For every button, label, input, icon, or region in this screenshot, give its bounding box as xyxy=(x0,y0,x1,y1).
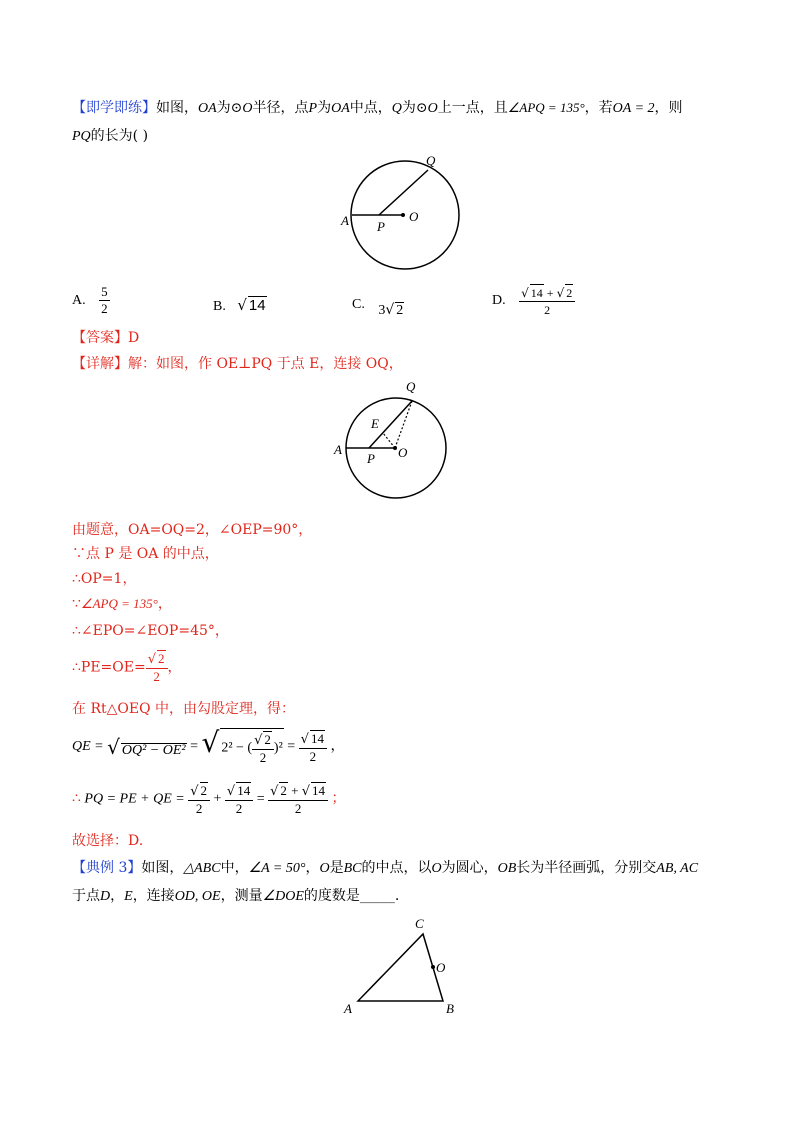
circle-figure-1 xyxy=(335,150,475,275)
step-3: ∴OP=1， xyxy=(72,571,137,587)
center-point xyxy=(401,213,405,217)
step-5: ∴∠EPO=∠EOP=45°， xyxy=(72,623,229,639)
answer-blank: _____ xyxy=(359,888,395,904)
segment-oq-dashed xyxy=(395,401,412,448)
answer-line xyxy=(72,331,139,345)
option-c: C. 3√ 2 xyxy=(352,297,404,318)
step-7: 在 Rt△OEQ 中，由勾股定理，得： xyxy=(72,701,296,717)
midpoint-o xyxy=(431,965,435,969)
label-e: E xyxy=(371,416,379,431)
label-c: C xyxy=(415,916,424,931)
problem2-line2: 于点D，E，连接OD, OE，测量∠DOE的度数是_____. xyxy=(72,888,400,904)
label-p: P xyxy=(367,451,375,466)
center-point xyxy=(393,446,397,450)
label-q: Q xyxy=(426,153,436,168)
step-4: ∵∠APQ = 135°， xyxy=(72,596,172,612)
triangle-abc xyxy=(358,934,443,1001)
option-b: B. √ 14 xyxy=(213,296,266,314)
option-a: A. $\frac{5}{2}$ xyxy=(72,284,108,316)
detail-tag: 【详解】 xyxy=(72,356,128,372)
step-6: ∴PE=OE= $\frac{√ 2}{2}$ ， xyxy=(72,651,182,684)
answer-value: D xyxy=(128,330,140,346)
problem1-line1: 【即学即练】如图，OA为⊙O半径，点P为OA中点，Q为⊙O上一点，且∠APQ = 135°，若OA = 2，则 xyxy=(72,100,683,116)
problem2-tag: 【典例 3】 xyxy=(72,860,142,876)
step-2: ∵点 P 是 OA 的中点， xyxy=(72,546,219,562)
label-a: A xyxy=(334,442,342,457)
step-10: 故选择：D. xyxy=(72,833,144,849)
label-o: O xyxy=(398,445,408,460)
label-p: P xyxy=(377,219,385,234)
equation-qe: QE = √ OQ² − OE² = √ 2² − ( $\frac{√ 2}{2}$ )² = $\frac{√ 14}{2}$ ， xyxy=(72,725,345,765)
label-o: O xyxy=(436,960,446,975)
answer-tag: 【答案】 xyxy=(72,330,128,346)
label-a: A xyxy=(344,1001,352,1016)
option-d: D. $\frac{√ 14 + √ 2}{2}$ xyxy=(492,284,575,318)
circle-figure-2 xyxy=(328,374,458,504)
label-o: O xyxy=(409,209,419,224)
detail-line: 【详解】解：如图，作 OE⊥PQ 于点 E，连接 OQ， xyxy=(72,356,403,372)
label-b: B xyxy=(446,1001,454,1016)
label-q: Q xyxy=(406,379,416,394)
segment-oe-dashed xyxy=(383,433,395,448)
problem1-line2: PQ的长为( ) xyxy=(72,128,149,144)
equation-pq: ∴ PQ = PE + QE = $\frac{√ 2}{2}$ + $\frac{√ 14}{2}$ = $\frac{√ 2 + √ 14}{2}$ ； xyxy=(72,783,346,816)
triangle-figure xyxy=(338,912,468,1022)
problem2-line1: 【典例 3】如图，△ABC中，∠A = 50°，O是BC的中点，以O为圆心，OB长为半径画弧，分别交AB, AC xyxy=(72,860,699,876)
problem1-tag: 【即学即练】 xyxy=(72,100,156,116)
label-a: A xyxy=(341,213,349,228)
step-1: 由题意，OA=OQ=2，∠OEP=90°， xyxy=(72,522,313,538)
segment-pq xyxy=(379,170,428,215)
